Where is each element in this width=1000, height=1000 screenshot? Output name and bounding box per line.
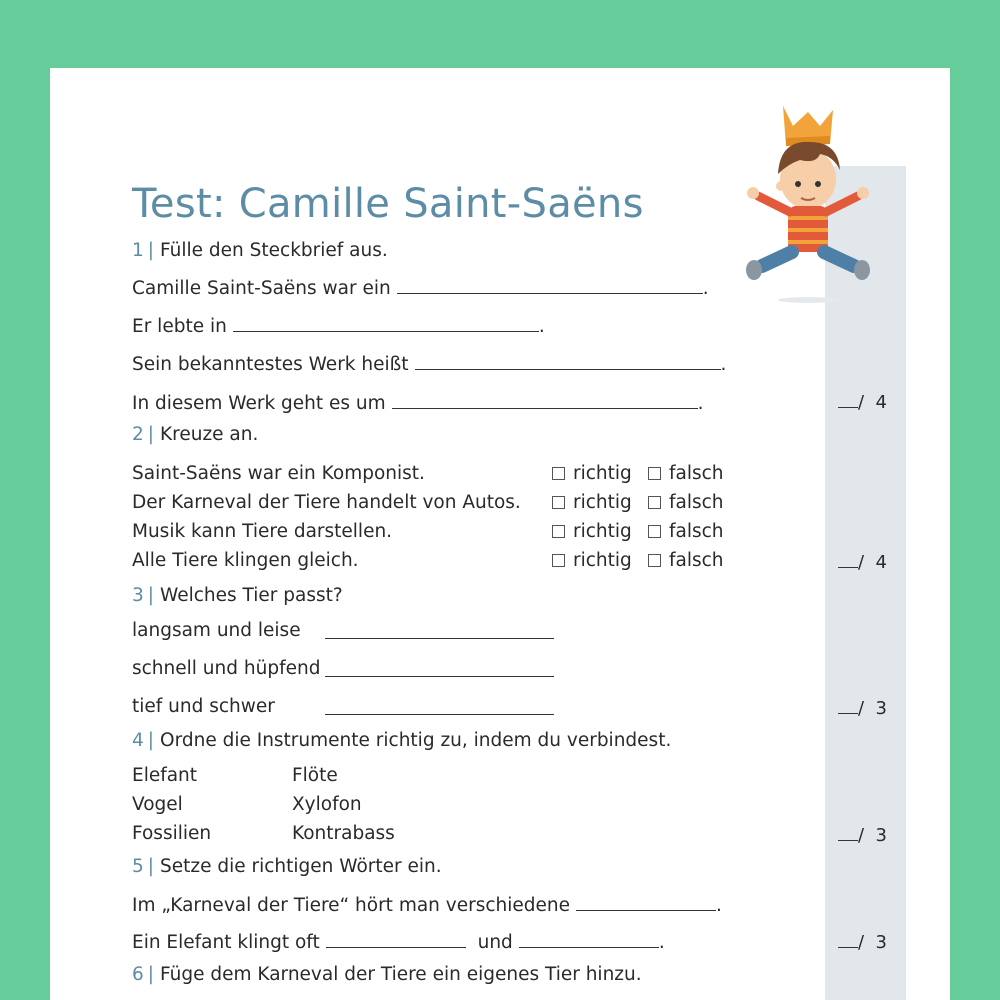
score-s3: / 3 [838,698,887,719]
s4-right-item[interactable]: Xylofon [292,794,362,815]
answer-blank[interactable] [392,391,698,409]
s2-statement: Der Karneval der Tiere handelt von Autos. [132,492,521,513]
s2-statement: Musik kann Tiere darstellen. [132,521,393,542]
score-s1: / 4 [838,392,887,413]
answer-blank[interactable] [415,352,721,370]
section-3-heading: 3 | Welches Tier passt? [132,585,343,606]
s5-line-2: Ein Elefant klingt oft und . [132,932,665,953]
s3-item: tief und schwer [132,696,275,717]
s1-line-3: Sein bekanntestes Werk heißt . [132,354,727,375]
checkbox-falsch[interactable]: falsch [648,521,724,542]
answer-line[interactable] [325,676,554,677]
boy-with-crown-illustration [738,104,878,304]
checkbox-falsch[interactable]: falsch [648,492,724,513]
section-2-heading: 2 | Kreuze an. [132,424,259,445]
section-6-heading: 6 | Füge dem Karneval der Tiere ein eigenes Tier hinzu. [132,964,642,985]
answer-line[interactable] [325,638,554,639]
score-s4: / 3 [838,825,887,846]
answer-blank[interactable] [326,930,466,948]
s1-line-1: Camille Saint-Saëns war ein . [132,278,709,299]
answer-line[interactable] [325,714,554,715]
checkbox-falsch[interactable]: falsch [648,550,724,571]
answer-blank[interactable] [576,893,716,911]
score-blank[interactable] [838,700,858,714]
s2-statement: Alle Tiere klingen gleich. [132,550,359,571]
s4-left-item[interactable]: Fossilien [132,823,212,844]
s3-item: schnell und hüpfend [132,658,321,679]
s4-right-item[interactable]: Flöte [292,765,338,786]
checkbox-falsch[interactable]: falsch [648,463,724,484]
score-blank[interactable] [838,554,858,568]
s2-statement: Saint-Saëns war ein Komponist. [132,463,425,484]
checkbox-richtig[interactable]: richtig [552,521,632,542]
score-blank[interactable] [838,934,858,948]
s1-line-4: In diesem Werk geht es um . [132,393,704,414]
section-1-heading: 1 | Fülle den Steckbrief aus. [132,240,388,261]
checkbox-richtig[interactable]: richtig [552,463,632,484]
s4-left-item[interactable]: Vogel [132,794,183,815]
score-blank[interactable] [838,827,858,841]
s5-line-1: Im „Karneval der Tiere“ hört man verschiedene . [132,895,722,916]
score-blank[interactable] [838,394,858,408]
worksheet-page [50,68,950,1000]
s4-left-item[interactable]: Elefant [132,765,198,786]
checkbox-richtig[interactable]: richtig [552,492,632,513]
s1-line-2: Er lebte in . [132,316,545,337]
checkbox-richtig[interactable]: richtig [552,550,632,571]
section-4-heading: 4 | Ordne die Instrumente richtig zu, indem du verbindest. [132,730,672,751]
s3-item: langsam und leise [132,620,301,641]
s4-right-item[interactable]: Kontrabass [292,823,395,844]
answer-blank[interactable] [233,314,539,332]
score-s2: / 4 [838,552,887,573]
page-title: Test: Camille Saint-Saëns [132,181,644,227]
answer-blank[interactable] [519,930,659,948]
answer-blank[interactable] [397,276,703,294]
score-s5: / 3 [838,932,887,953]
section-5-heading: 5 | Setze die richtigen Wörter ein. [132,856,442,877]
